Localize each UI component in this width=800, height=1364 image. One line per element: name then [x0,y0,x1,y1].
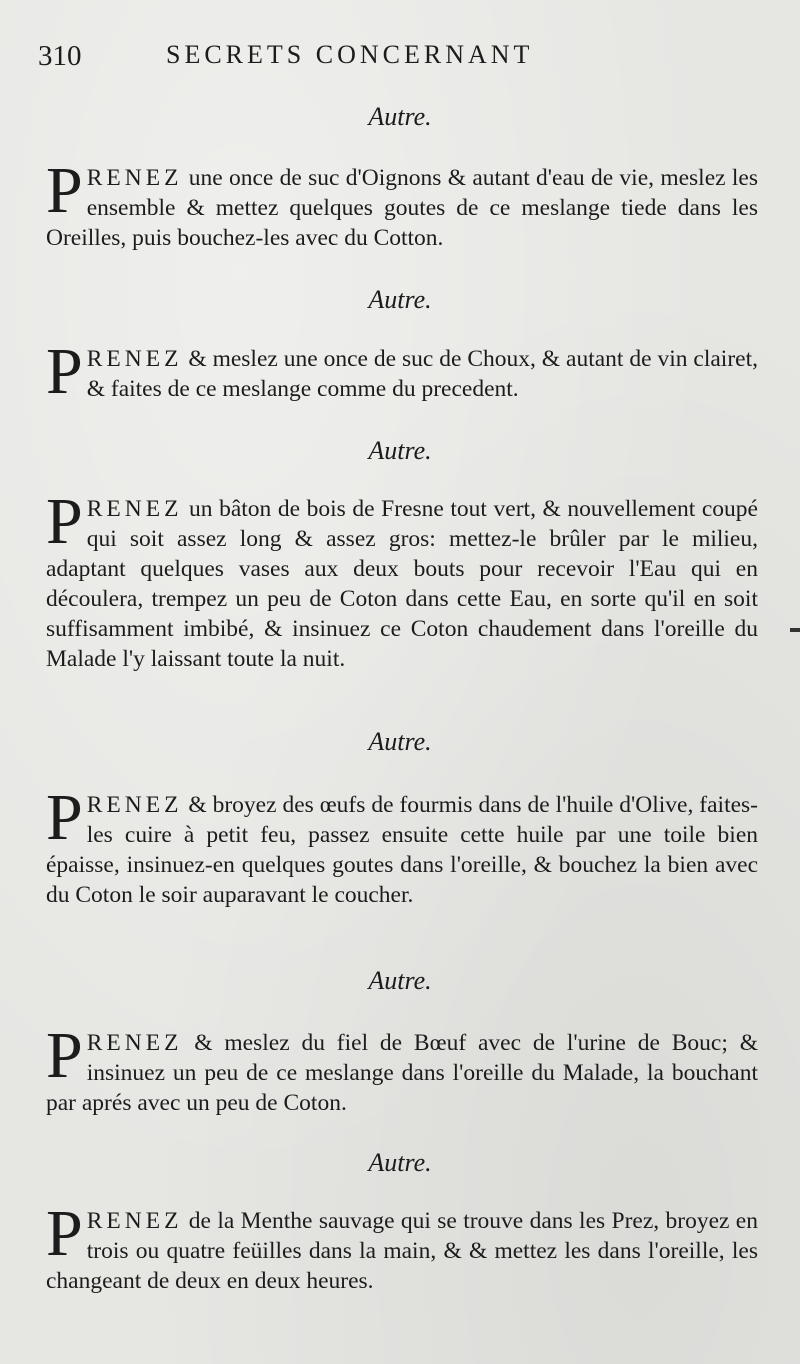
entry-2 [46,335,758,408]
entry-text: un bâton de bois de Fresne tout vert, & nouvellement coupé qui soit assez long & assez gros: mettez-le brûler par le milieu, adaptant quelques vases aux deux bouts pour recevoir l'Eau qui en découlera, trempez un peu de Coton dans cette Eau, en sorte qu'il en soit suffisamment imbibé, & insinuez ce Coton chaudement dans l'oreille du Malade l'y laissant toute la nuit. [46,496,758,672]
drop-cap: P [46,485,83,558]
drop-cap: P [46,1197,83,1270]
section-title-1: Autre. [368,102,432,131]
entry-3 [46,485,758,674]
entry-1 [46,154,758,253]
entry-text: une once de suc d'Oignons & autant d'eau de vie, meslez les ensemble & mettez quelques goutes de ce meslange tiede dans les Oreilles, puis bouchez-les avec du Cotton. [46,165,758,251]
entry-lead-word: RENEZ [86,165,183,191]
entry-5 [46,1019,758,1118]
entry-lead-word: RENEZ [86,496,183,522]
page-number: 310 [38,40,82,72]
section-title-2: Autre. [368,285,432,314]
running-title: SECRETS CONCERNANT [166,40,534,69]
entry-lead-word: RENEZ [86,1208,183,1234]
entry-text: & meslez une once de suc de Choux, & autant de vin clairet, & faites de ce meslange comme du precedent. [86,346,758,402]
entry-lead-word: RENEZ [86,346,183,372]
entry-text: & meslez du fiel de Bœuf avec de l'urine de Bouc; & insinuez un peu de ce meslange dans l'oreille du Malade, la bouchant par aprés avec un peu de Coton. [46,1030,758,1116]
drop-cap: P [46,1019,83,1092]
section-title-3: Autre. [368,436,432,465]
drop-cap: P [46,335,83,408]
entry-text: de la Menthe sauvage qui se trouve dans les Prez, broyez en trois ou quatre feüilles dans la main, & & mettez les dans l'oreille, les changeant de deux en deux heures. [46,1208,758,1294]
page-edge-mark [790,628,800,632]
drop-cap: P [46,154,83,227]
entry-text: & broyez des œufs de fourmis dans de l'huile d'Olive, faites-les cuire à petit feu, passez ensuite cette huile par une toile bien épaisse, insinuez-en quelques goutes dans l'oreille, & bouchez la bien avec du Coton le soir auparavant le coucher. [46,792,758,908]
entry-lead-word: RENEZ [86,792,183,818]
page-header [38,40,758,80]
entry-4 [46,781,758,910]
drop-cap: P [46,781,83,854]
section-title-4: Autre. [368,727,432,756]
entry-lead-word: RENEZ [86,1030,183,1056]
section-title-5: Autre. [368,966,432,995]
entry-6 [46,1197,758,1296]
section-title-6: Autre. [368,1148,432,1177]
